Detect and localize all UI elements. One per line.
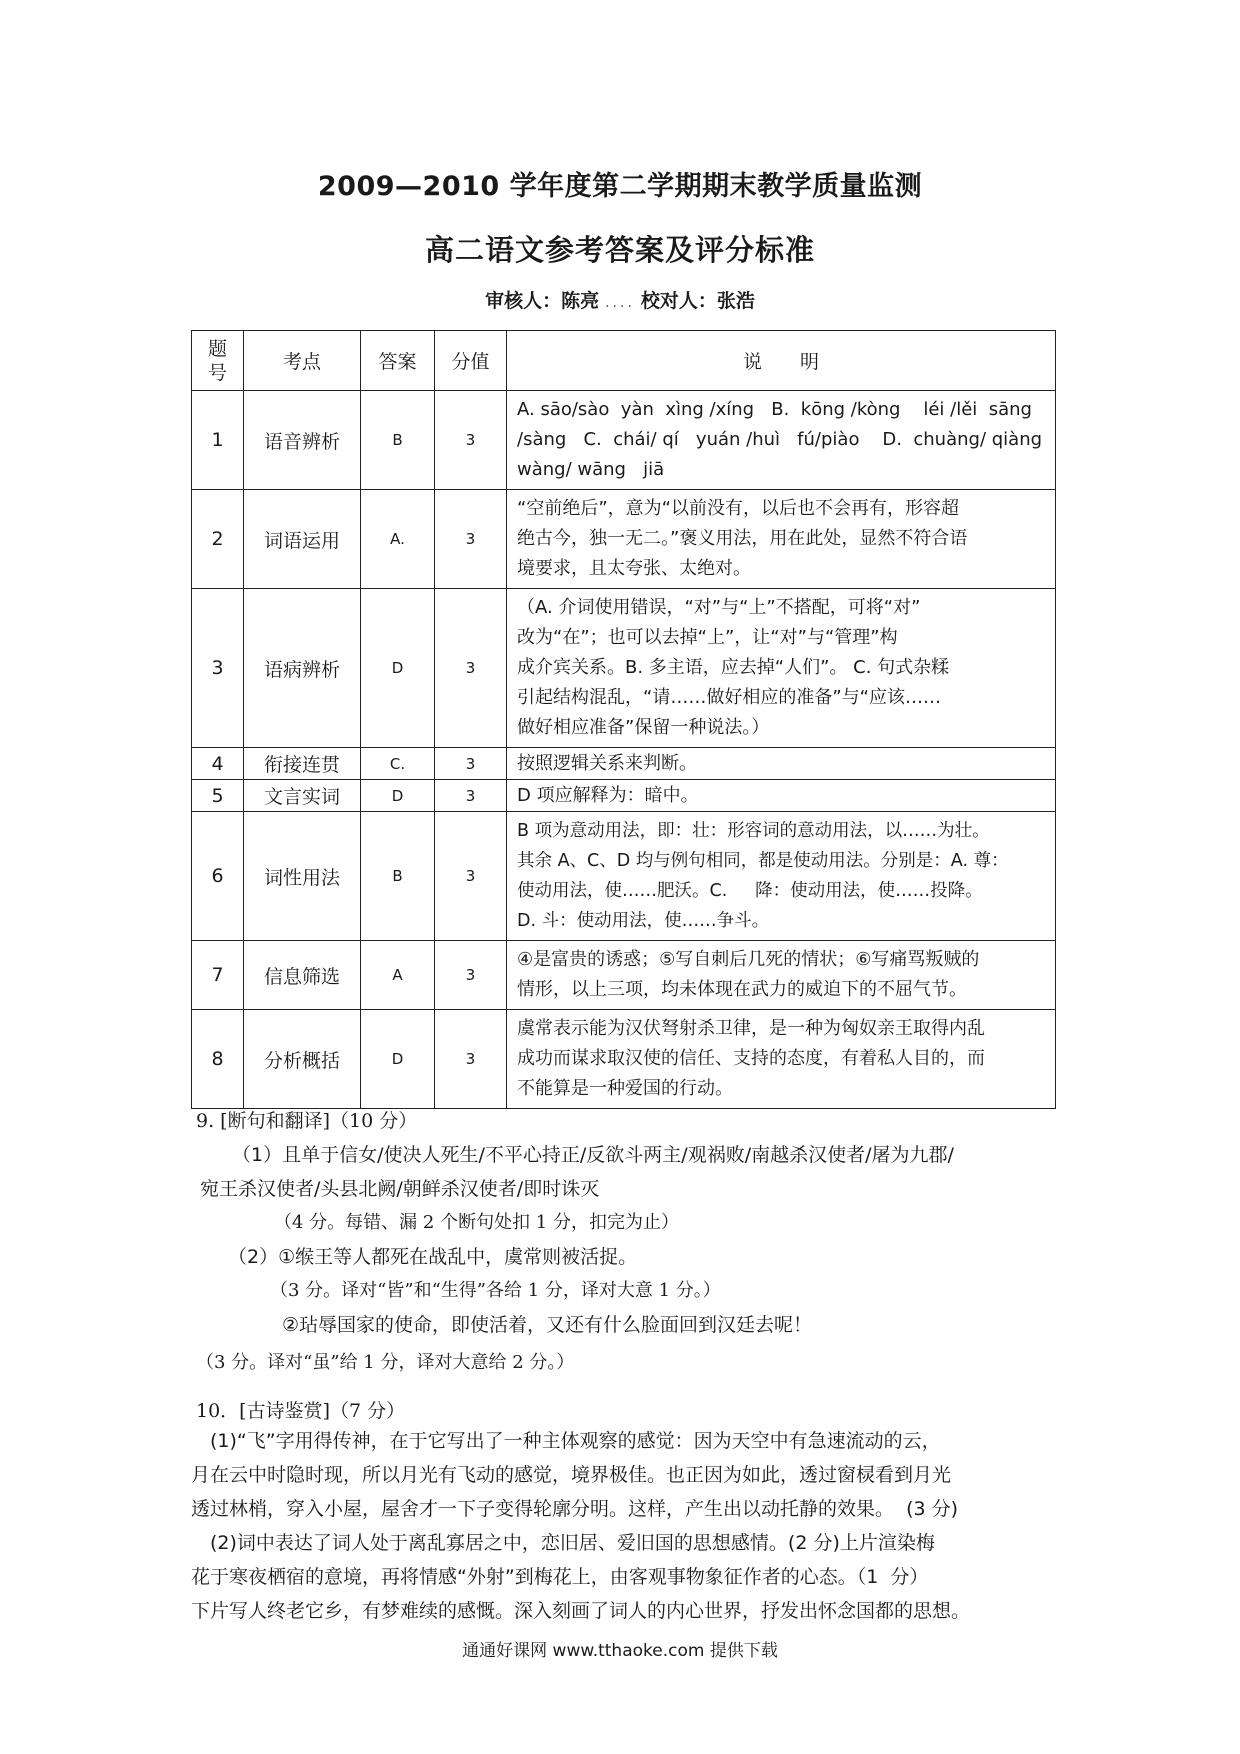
row-no: 2 <box>192 490 244 589</box>
row-explanation <box>507 748 1056 780</box>
row-no: 4 <box>192 748 244 780</box>
explanation-line: 不能算是一种爱国的行动。 <box>517 1078 733 1099</box>
q10-line: 下片写人终老它乡，有梦难续的感慨。深入刻画了词人的内心世界，抒发出怀念国都的思想。 <box>191 1600 971 1622</box>
row-point: 衔接连贯 <box>244 748 361 780</box>
answer-table <box>191 330 1056 1109</box>
explanation-line: 虞常表示能为汉伏弩射杀卫律，是一种为匈奴亲王取得内乱 <box>517 1018 985 1039</box>
explanation-line: 成功而谋求取汉使的信任、支持的态度，有着私人目的，而 <box>517 1048 985 1069</box>
row-score: 3 <box>435 780 507 812</box>
row-point: 语病辨析 <box>244 589 361 748</box>
header-score: 分值 <box>435 331 507 391</box>
row-answer: D <box>361 589 435 748</box>
explanation-line: 境要求，且太夸张、太绝对。 <box>517 558 751 579</box>
table-row <box>192 748 1056 780</box>
header-answer: 答案 <box>361 331 435 391</box>
q10-heading: 10．[古诗鉴赏]（7 分） <box>196 1400 406 1422</box>
row-score: 3 <box>435 748 507 780</box>
q9-heading: 9. [断句和翻译]（10 分） <box>196 1110 418 1132</box>
checker-label: 校对人：张浩 <box>640 290 755 312</box>
row-score: 3 <box>435 812 507 941</box>
explanation-line: A. sāo/sào yàn xìng /xíng B. kōng /kòng léi /lěi sāng <box>517 399 1032 420</box>
row-explanation <box>507 391 1056 490</box>
table-row <box>192 1010 1056 1109</box>
q9-p1-line2: 宛王杀汉使者/头县北阙/朝鲜杀汉使者/即时诛灭 <box>200 1178 600 1200</box>
row-explanation <box>507 941 1056 1010</box>
row-point: 分析概括 <box>244 1010 361 1109</box>
q9-p2-note2: （3 分。译对“虽”给 1 分，译对大意给 2 分。） <box>196 1352 575 1373</box>
explanation-line: 成介宾关系。B. 多主语，应去掉“人们”。 C. 句式杂糅 <box>517 657 950 678</box>
row-score: 3 <box>435 589 507 748</box>
explanation-line: 使动用法，使……肥沃。C. 降：使动用法，使……投降。 <box>517 881 983 901</box>
row-answer: A <box>361 941 435 1010</box>
row-answer: D <box>361 780 435 812</box>
row-no: 1 <box>192 391 244 490</box>
explanation-line: D. 斗：使动用法，使……争斗。 <box>517 911 770 931</box>
explanation-line: 情形，以上三项，均未体现在武力的威迫下的不屈气节。 <box>517 979 967 1000</box>
table-row <box>192 490 1056 589</box>
row-no: 3 <box>192 589 244 748</box>
row-score: 3 <box>435 391 507 490</box>
table-row <box>192 780 1056 812</box>
page-subtitle: 高二语文参考答案及评分标准 <box>424 233 815 267</box>
row-explanation <box>507 1010 1056 1109</box>
row-answer: A. <box>361 490 435 589</box>
header-question-no: 题 号 <box>192 331 244 391</box>
explanation-line: wàng/ wāng jiā <box>517 459 665 480</box>
q10-answer <box>191 1424 1061 1628</box>
row-answer: B <box>361 812 435 941</box>
q9-p1-note: （4 分。每错、漏 2 个断句处扣 1 分，扣完为止） <box>274 1212 679 1233</box>
explanation-line: /sàng C. chái/ qí yuán /huì fú/piào D. chuàng/ qiàng <box>517 429 1043 450</box>
row-no: 8 <box>192 1010 244 1109</box>
q10-line: 花于寒夜栖宿的意境，再将情感“外射”到梅花上，由客观事物象征作者的心态。（1 分） <box>191 1566 929 1588</box>
q9-p2-note1: （3 分。译对“皆”和“生得”各给 1 分，译对大意 1 分。） <box>270 1280 721 1301</box>
row-score: 3 <box>435 941 507 1010</box>
q9-p1-line1: （1）且单于信女/使决人死生/不平心持正/反欲斗两主/观祸败/南越杀汉使者/屠为九郡/ <box>232 1144 954 1166</box>
q9-p2-line2: ②玷辱国家的使命，即使活着，又还有什么脸面回到汉廷去呢！ <box>282 1314 813 1336</box>
reviewer-label: 审核人：陈亮 <box>485 290 600 312</box>
row-point: 词语运用 <box>244 490 361 589</box>
explanation-line: 其余 A、C、D 均与例句相同，都是使动用法。分别是：A. 尊： <box>517 851 1009 871</box>
explanation-line: 引起结构混乱，“请……做好相应的准备”与“应该…… <box>517 687 941 708</box>
explanation-line: D 项应解释为：暗中。 <box>517 784 699 806</box>
explanation-line: （A. 介词使用错误，“对”与“上”不搭配，可将“对” <box>517 597 921 618</box>
row-no: 6 <box>192 812 244 941</box>
header-point: 考点 <box>244 331 361 391</box>
q10-line: (1)“飞”字用得传神，在于它写出了一种主体观察的感觉：因为天空中有急速流动的云， <box>191 1430 941 1452</box>
row-explanation <box>507 490 1056 589</box>
header-explanation: 说 明 <box>507 331 1056 391</box>
row-point: 词性用法 <box>244 812 361 941</box>
table-row <box>192 589 1056 748</box>
q10-line: (2)词中表达了词人处于离乱寡居之中，恋旧居、爱旧国的思想感情。(2 分)上片渲染梅 <box>191 1532 935 1554</box>
table-row <box>192 941 1056 1010</box>
table-row <box>192 812 1056 941</box>
reviewer-dots: .... <box>605 295 635 311</box>
row-score: 3 <box>435 1010 507 1109</box>
row-answer: D <box>361 1010 435 1109</box>
reviewers-line <box>0 286 1240 313</box>
explanation-line: ④是富贵的诱惑；⑤写自刺后几死的情状；⑥写痛骂叛贼的 <box>517 949 980 970</box>
explanation-line: 做好相应准备”保留一种说法。） <box>517 717 770 738</box>
row-no: 5 <box>192 780 244 812</box>
q10-line: 月在云中时隐时现，所以月光有飞动的感觉，境界极佳。也正因为如此，透过窗棂看到月光 <box>191 1464 952 1486</box>
explanation-line: B 项为意动用法，即：壮：形容词的意动用法，以……为壮。 <box>517 821 990 841</box>
row-point: 信息筛选 <box>244 941 361 1010</box>
row-score: 3 <box>435 490 507 589</box>
row-point: 语音辨析 <box>244 391 361 490</box>
row-answer: B <box>361 391 435 490</box>
row-no: 7 <box>192 941 244 1010</box>
row-point: 文言实词 <box>244 780 361 812</box>
explanation-line: 按照逻辑关系来判断。 <box>517 752 697 774</box>
row-explanation <box>507 780 1056 812</box>
row-answer: C. <box>361 748 435 780</box>
explanation-line: 绝古今，独一无二。”褒义用法，用在此处，显然不符合语 <box>517 528 968 549</box>
explanation-line: 改为“在”；也可以去掉“上”，让“对”与“管理”构 <box>517 627 898 648</box>
row-explanation <box>507 589 1056 748</box>
q9-p2-line1: （2）①缑王等人都死在战乱中，虞常则被活捉。 <box>228 1246 638 1268</box>
table-row <box>192 391 1056 490</box>
table-header-row <box>192 331 1056 391</box>
page-footer: 通通好课网 www.tthaoke.com 提供下载 <box>462 1641 778 1661</box>
q10-line: 透过林梢，穿入小屋，屋舍才一下子变得轮廓分明。这样，产生出以动托静的效果。 (3 分) <box>191 1498 959 1520</box>
row-explanation <box>507 812 1056 941</box>
explanation-line: “空前绝后”，意为“以前没有，以后也不会再有，形容超 <box>517 498 959 519</box>
page-title: 2009—2010 学年度第二学期期末教学质量监测 <box>317 171 923 202</box>
